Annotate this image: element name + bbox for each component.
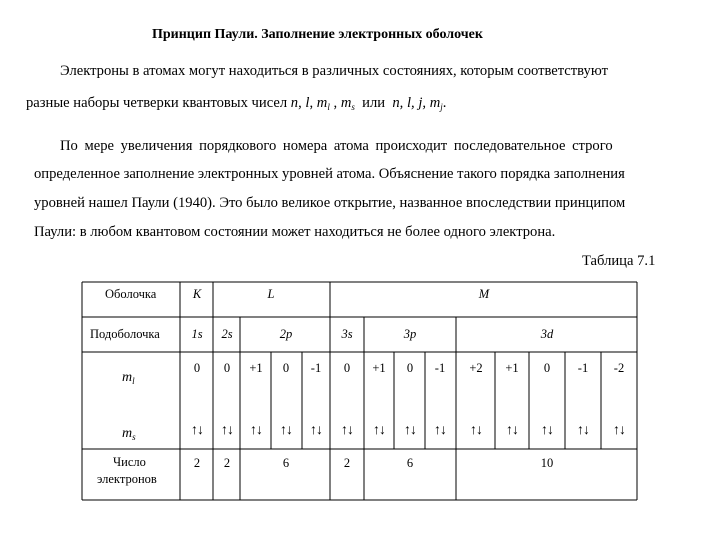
shell-L: L xyxy=(267,287,275,301)
paragraph1-line2: разные наборы четверки квантовых чисел n, l, $m_l$ , $m_s$ или n, l, j, $m_j$. xyxy=(26,95,447,112)
subshell-2p: 2p xyxy=(279,327,293,341)
row-label-count-line1: Число xyxy=(113,455,146,469)
word-or: или xyxy=(362,95,386,111)
ml-value: 0 xyxy=(343,361,351,375)
shell-K: K xyxy=(192,287,202,301)
spin-pair-icon: ↑↓ xyxy=(541,423,553,438)
spin-pair-icon: ↑↓ xyxy=(221,423,233,438)
qn-n2: n, xyxy=(392,95,404,111)
ml-value: 0 xyxy=(406,361,414,375)
count-3s: 2 xyxy=(343,456,351,470)
ml-value: 0 xyxy=(282,361,290,375)
paragraph1-line2-text: разные наборы четверки квантовых чисел xyxy=(26,95,288,111)
ml-value: 0 xyxy=(193,361,201,375)
spin-pair-icon: ↑↓ xyxy=(404,423,416,438)
paragraph1-line1: Электроны в атомах могут находиться в различных состояниях, которым соответствуют xyxy=(60,63,608,79)
paragraph2-line2: определенное заполнение электронных уровней атома. Объяснение такого порядка заполнения xyxy=(34,166,625,182)
ml-value: +1 xyxy=(505,361,519,375)
paragraph2-line4: Паули: в любом квантовом состоянии может находиться не более одного электрона. xyxy=(34,224,556,240)
spin-pair-icon: ↑↓ xyxy=(470,423,482,438)
ml-value: 0 xyxy=(543,361,551,375)
row-label-ml: $m_l$ xyxy=(122,370,135,386)
count-2s: 2 xyxy=(223,456,231,470)
shell-M: M xyxy=(478,287,490,301)
spin-pair-icon: ↑↓ xyxy=(341,423,353,438)
spin-pair-icon: ↑↓ xyxy=(506,423,518,438)
ml-value: -2 xyxy=(613,361,625,375)
ml-value: 0 xyxy=(223,361,231,375)
count-3p: 6 xyxy=(406,456,414,470)
count-3d: 10 xyxy=(540,456,554,470)
table-caption: Таблица 7.1 xyxy=(582,253,656,269)
comma: , xyxy=(298,95,302,111)
subshell-3s: 3s xyxy=(341,327,353,341)
qn-j: j, xyxy=(418,95,427,111)
subshell-2s: 2s xyxy=(221,327,233,341)
qn-l: l xyxy=(305,95,310,111)
paragraph2-line3: уровней нашел Паули (1940). Это было великое открытие, названное впоследствии принципом xyxy=(34,195,626,211)
count-1s: 2 xyxy=(193,456,201,470)
qn-ml: $m_l$ xyxy=(316,95,330,112)
row-label-subshell: Подоболочка xyxy=(90,327,160,341)
spin-pair-icon: ↑↓ xyxy=(280,423,292,438)
spin-pair-icon: ↑↓ xyxy=(577,423,589,438)
section-title: Принцип Паули. Заполнение электронных оболочек xyxy=(152,27,483,42)
spin-pair-icon: ↑↓ xyxy=(434,423,446,438)
qn-mj: $m_j$ xyxy=(429,95,443,112)
spin-pair-icon: ↑↓ xyxy=(250,423,262,438)
ml-value: +1 xyxy=(249,361,263,375)
ml-value: -1 xyxy=(310,361,322,375)
spin-pair-icon: ↑↓ xyxy=(373,423,385,438)
qn-n: n xyxy=(290,95,299,111)
spin-pair-icon: ↑↓ xyxy=(613,423,625,438)
ml-value: -1 xyxy=(434,361,446,375)
subshell-3d: 3d xyxy=(540,327,554,341)
subshell-1s: 1s xyxy=(191,327,203,341)
row-label-shell: Оболочка xyxy=(105,287,157,301)
paragraph2-line1: По мере увеличения порядкового номера атома происходит последовательное строго xyxy=(60,138,613,154)
comma: , xyxy=(309,95,314,111)
subshell-3p: 3p xyxy=(403,327,417,341)
qn-ms: $m_s$ xyxy=(340,95,355,112)
ml-value: -1 xyxy=(577,361,589,375)
row-label-ms: $m_s$ xyxy=(122,426,136,442)
ml-value: +2 xyxy=(469,361,483,375)
spin-pair-icon: ↑↓ xyxy=(310,423,322,438)
ml-value: +1 xyxy=(372,361,386,375)
count-2p: 6 xyxy=(282,456,290,470)
row-label-count-line2: электронов xyxy=(97,472,157,486)
qn-l2: l, xyxy=(406,95,415,111)
spin-pair-icon: ↑↓ xyxy=(191,423,203,438)
comma: , xyxy=(333,95,338,111)
